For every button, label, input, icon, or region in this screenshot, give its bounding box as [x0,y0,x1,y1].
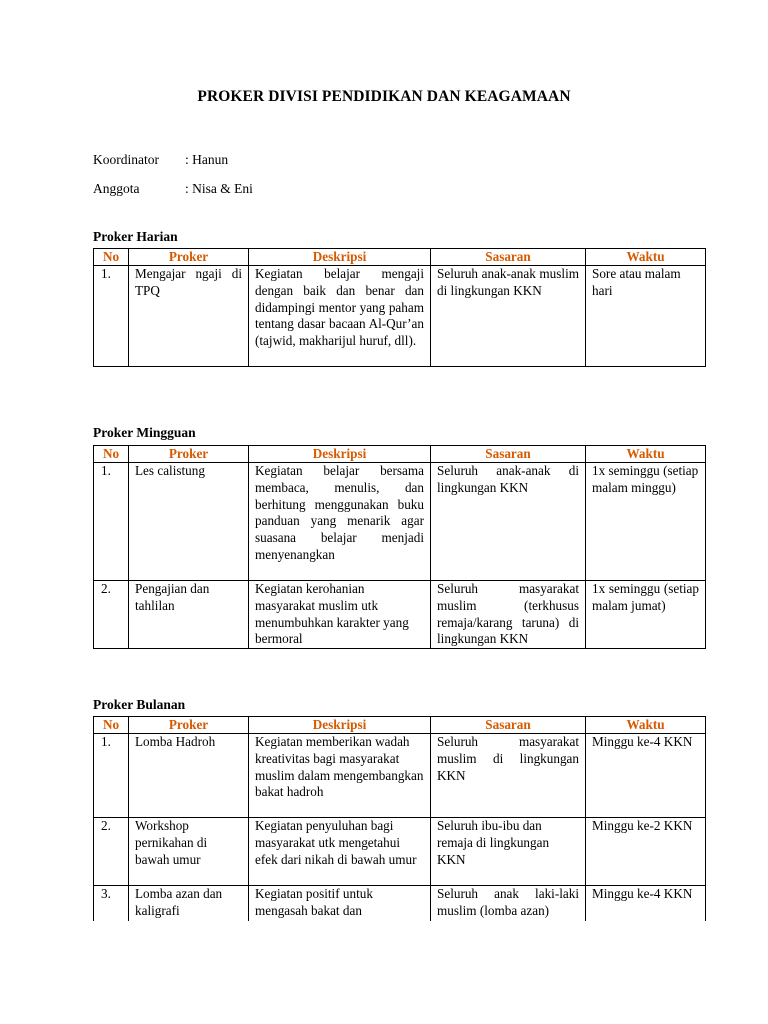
header-deskripsi: Deskripsi [249,717,431,734]
document-title: PROKER DIVISI PENDIDIKAN DAN KEAGAMAAN [197,88,571,105]
cell-deskripsi: Kegiatan penyuluhan bagi masyarakat utk mengetahui efek dari nikah di bawah umur [249,818,431,886]
koordinator-label: Koordinator [93,152,159,167]
cell-no: 2. [94,581,129,649]
table-row [94,266,706,367]
cell-deskripsi: Kegiatan memberikan wadah kreativitas bagi masyarakat muslim dalam mengembangkan bakat hadroh [249,734,431,818]
koordinator-line [93,152,228,168]
header-proker: Proker [129,446,249,463]
cell-no: 1. [94,463,129,581]
table-proker-harian [93,248,706,367]
cell-deskripsi: Kegiatan kerohanian masyarakat muslim utk menumbuhkan karakter yang bermoral [249,581,431,649]
cell-proker: Lomba Hadroh [129,734,249,818]
table-row [94,581,706,649]
table-row [94,463,706,581]
table-header-row [94,446,706,463]
cell-waktu: 1x seminggu (setiap malam jumat) [586,581,706,649]
anggota-label: Anggota [93,181,140,196]
cell-no: 1. [94,734,129,818]
table-proker-bulanan [93,716,706,946]
header-waktu: Waktu [586,249,706,266]
header-proker: Proker [129,717,249,734]
anggota-line [93,181,253,197]
table-row [94,734,706,818]
header-no: No [94,249,129,266]
header-waktu: Waktu [586,717,706,734]
table-header-row [94,717,706,734]
cell-proker: Workshop pernikahan di bawah umur [129,818,249,886]
header-deskripsi: Deskripsi [249,446,431,463]
cell-sasaran: Seluruh anak laki-laki muslim (lomba azan) [431,886,586,946]
cell-sasaran: Seluruh masyarakat muslim di lingkungan KKN [431,734,586,818]
cell-waktu: Minggu ke-4 KKN [586,886,706,946]
cell-waktu: Minggu ke-2 KKN [586,818,706,886]
page-bottom-margin [0,921,768,1024]
header-deskripsi: Deskripsi [249,249,431,266]
koordinator-value: : Hanun [185,152,229,167]
table-header-row [94,249,706,266]
cell-proker: Lomba azan dan kaligrafi [129,886,249,946]
cell-waktu: Sore atau malam hari [586,266,706,367]
cell-proker: Mengajar ngaji di TPQ [129,266,249,367]
cell-proker: Les calistung [129,463,249,581]
section-title-mingguan: Proker Mingguan [93,425,196,440]
header-no: No [94,446,129,463]
cell-proker: Pengajian dan tahlilan [129,581,249,649]
section-title-harian: Proker Harian [93,229,178,244]
header-proker: Proker [129,249,249,266]
header-waktu: Waktu [586,446,706,463]
cell-deskripsi: Kegiatan belajar mengaji dengan baik dan benar dan didampingi mentor yang paham tentang dasar bacaan Al-Qur’an (tajwid, makharijul huruf, dll). [249,266,431,367]
cell-deskripsi: Kegiatan positif untuk mengasah bakat dan [249,886,431,946]
cell-waktu: 1x seminggu (setiap malam minggu) [586,463,706,581]
cell-sasaran: Seluruh ibu-ibu dan remaja di lingkungan KKN [431,818,586,886]
header-sasaran: Sasaran [431,717,586,734]
anggota-value: : Nisa & Eni [185,181,253,196]
cell-sasaran: Seluruh anak-anak muslim di lingkungan KKN [431,266,586,367]
header-sasaran: Sasaran [431,446,586,463]
cell-sasaran: Seluruh anak-anak di lingkungan KKN [431,463,586,581]
cell-no: 1. [94,266,129,367]
cell-waktu: Minggu ke-4 KKN [586,734,706,818]
table-proker-mingguan [93,445,706,649]
cell-deskripsi: Kegiatan belajar bersama membaca, menulis, dan berhitung menggunakan buku panduan yang menarik agar suasana belajar menjadi menyenangkan [249,463,431,581]
cell-no: 3. [94,886,129,946]
cell-sasaran: Seluruh masyarakat muslim (terkhusus remaja/karang taruna) di lingkungan KKN [431,581,586,649]
section-title-bulanan: Proker Bulanan [93,697,186,712]
table-row [94,818,706,886]
header-no: No [94,717,129,734]
header-sasaran: Sasaran [431,249,586,266]
cell-no: 2. [94,818,129,886]
